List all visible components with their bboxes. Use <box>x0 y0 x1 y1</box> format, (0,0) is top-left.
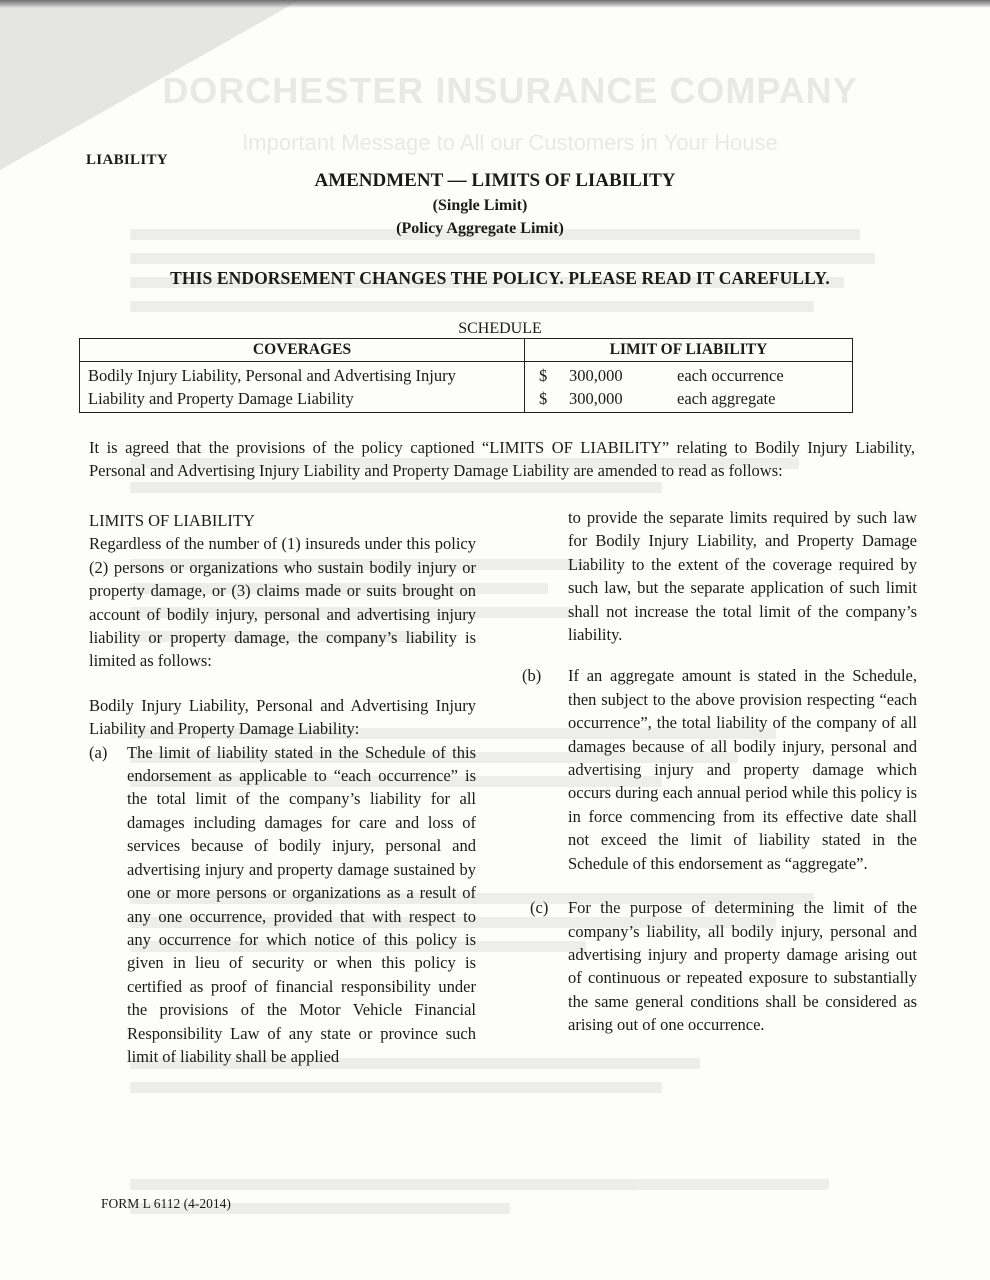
limits-heading: LIMITS OF LIABILITY <box>89 511 255 530</box>
coverages-header: COVERAGES <box>80 339 525 362</box>
left-column <box>89 509 476 1068</box>
item-c <box>530 896 917 1036</box>
regardless-paragraph: Regardless of the number of (1) insureds under this policy (2) persons or organizations who sustain bodily injury or property damage, or (3) claims made or suits brought on account of bodily injury, personal and advertising injury liability or property damage, the company’s liability is limited as follows: <box>89 534 476 671</box>
endorsement-notice: THIS ENDORSEMENT CHANGES THE POLICY. PLEASE READ IT CAREFULLY. <box>170 268 830 288</box>
subtitle-aggregate-limit: (Policy Aggregate Limit) <box>396 220 564 237</box>
item-a-continuation-text: to provide the separate limits required by such law for Bodily Injury Liability, and Property Damage Liability to the extent of the coverage required by such law, but the separate application of such limit shall not increase the total limit of the company’s liability. <box>568 508 917 645</box>
item-b-marker: (b) <box>522 666 542 686</box>
coverage-line: Liability and Property Damage Liability <box>88 389 354 408</box>
schedule-row <box>80 362 853 413</box>
limit-basis: each aggregate <box>677 389 776 408</box>
item-b <box>522 664 917 875</box>
schedule-label: SCHEDULE <box>458 320 542 337</box>
bleed-through-subtitle: Important Message to All our Customers in Your House <box>242 130 778 155</box>
section-label: LIABILITY <box>86 152 168 168</box>
coverage-intro-paragraph: Bodily Injury Liability, Personal and Advertising Injury Liability and Property Damage Liability: <box>89 695 476 739</box>
schedule-header-row <box>80 339 853 362</box>
form-number: FORM L 6112 (4-2014) <box>101 1196 231 1211</box>
coverage-line: Bodily Injury Liability, Personal and Advertising Injury <box>88 366 456 385</box>
limit-row-occurrence <box>531 364 844 387</box>
item-a-text: The limit of liability stated in the Schedule of this endorsement as applicable to “each occurrence” is the total limit of the company’s liability for all damages including damages for care and loss of services because of bodily injury, personal and advertising injury and property damage sustained by one or more persons or organizations as a result of any one occurrence, provided that with respect to any occurrence for which notice of this policy is given in lieu of security or when this policy is certified as proof of financial responsibility under the provisions of the Motor Vehicle Financial Responsibility Law of any state or province such limit of liability shall be applied <box>127 742 476 1066</box>
item-a-continuation <box>530 506 917 646</box>
currency-symbol: $ <box>539 366 548 385</box>
item-b-text: If an aggregate amount is stated in the Schedule, then subject to the above provision respecting “each occurrence”, the total liability of the company of all damages because of all bodily injury, personal and advertising injury and property damage which occurs during each annual period while this policy is in force commencing from its effective date shall not exceed the limit of liability stated in the Schedule of this endorsement as “aggregate”. <box>568 666 917 873</box>
item-c-text: For the purpose of determining the limit of the company’s liability, all bodily injury, personal and advertising injury and property damage arising out of continuous or repeated exposure to substantially the same general conditions shall be considered as arising out of one occurrence. <box>568 898 917 1035</box>
limit-amount: 300,000 <box>569 389 623 408</box>
schedule-table <box>79 338 853 413</box>
item-a-marker: (a) <box>89 742 108 762</box>
limit-cell <box>525 362 853 413</box>
item-c-marker: (c) <box>530 898 549 918</box>
document-title: AMENDMENT — LIMITS OF LIABILITY <box>314 170 676 191</box>
right-column <box>522 506 917 1037</box>
limit-row-aggregate <box>531 387 844 410</box>
subtitle-single-limit: (Single Limit) <box>432 197 528 214</box>
item-a <box>89 741 476 1069</box>
limit-basis: each occurrence <box>677 366 784 385</box>
limit-amount: 300,000 <box>569 366 623 385</box>
intro-paragraph: It is agreed that the provisions of the policy captioned “LIMITS OF LIABILITY” relating to Bodily Injury Liability, Personal and Advertising Injury Liability and Property Damage Liability are amended to read as follows: <box>89 438 915 480</box>
currency-symbol: $ <box>539 389 548 408</box>
coverage-cell <box>80 362 525 413</box>
bleed-through-title: DORCHESTER INSURANCE COMPANY <box>162 70 858 111</box>
limit-header: LIMIT OF LIABILITY <box>525 339 853 362</box>
